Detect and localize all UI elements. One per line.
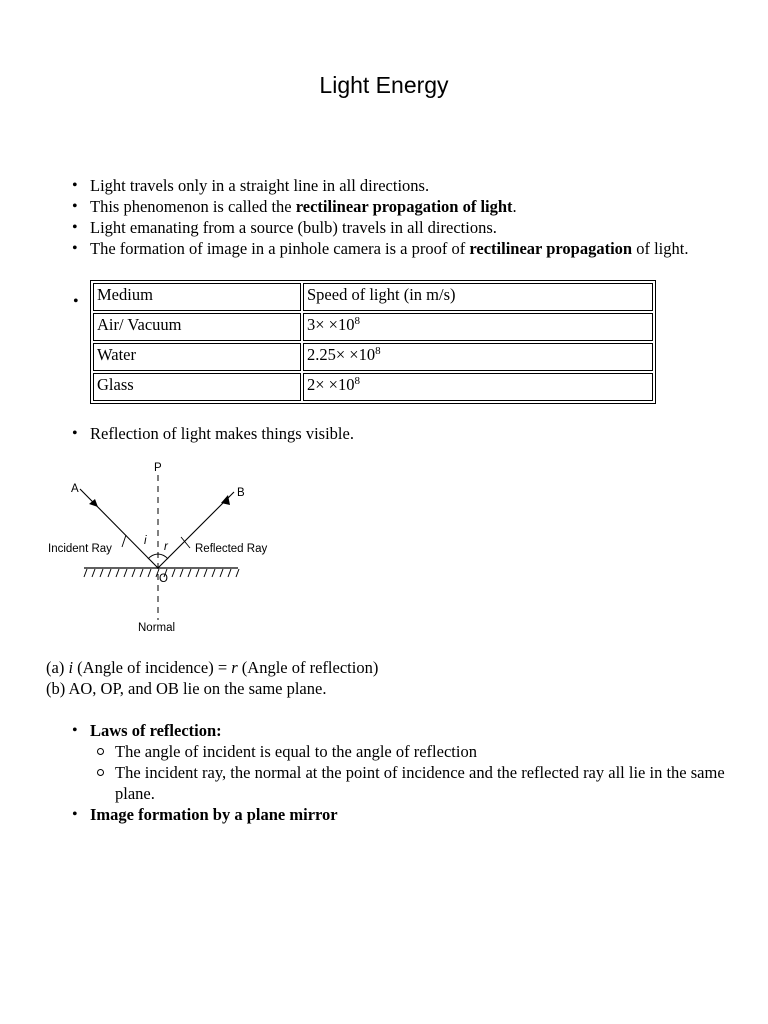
reflected-ray-pointer	[181, 537, 190, 548]
equation-a: (a) i (Angle of incidence) = r (Angle of reflection)	[46, 658, 379, 677]
incident-ray-pointer	[122, 535, 126, 547]
table-cell: $3\times \times 10^8$	[303, 313, 653, 341]
sub-list-item: The incident ray, the normal at the point of incidence and the reflected ray all lie in the same plane.	[70, 762, 725, 804]
table-cell: Water	[93, 343, 301, 371]
sub-list-item: The angle of incident is equal to the angle of reflection	[70, 741, 725, 762]
list-item	[70, 804, 725, 825]
page-title: Light Energy	[319, 72, 449, 98]
reflection-diagram	[40, 455, 290, 640]
table-cell: $2\times \times 10^8$	[303, 373, 653, 401]
reflection-equations	[46, 657, 378, 699]
speed-of-light-table	[90, 280, 656, 404]
reflected-ray-line	[158, 492, 234, 568]
intro-bullet-list	[70, 175, 720, 259]
label-o: O	[159, 573, 168, 585]
list-item: • Light travels only in a straight line in all directions.	[70, 175, 720, 196]
list-item: • Light emanating from a source (bulb) travels in all directions.	[70, 217, 720, 238]
laws-bullet-list	[70, 720, 725, 825]
table-cell: Glass	[93, 373, 301, 401]
label-i: i	[144, 535, 147, 547]
label-incident-ray: Incident Ray	[48, 543, 112, 555]
laws-sub-list	[70, 741, 725, 804]
incident-ray-line	[80, 489, 158, 568]
label-normal: Normal	[138, 622, 176, 634]
table-row	[93, 313, 653, 341]
table-row	[93, 343, 653, 371]
equation-b: (b) AO, OP, and OB lie on the same plane.	[46, 679, 327, 698]
label-b: B	[237, 487, 245, 499]
image-formation-heading: Image formation by a plane mirror	[90, 805, 338, 824]
reflection-bullet-list	[70, 423, 720, 444]
list-item: • This phenomenon is called the rectilinear propagation of light.	[70, 196, 720, 217]
laws-heading: Laws of reflection:	[90, 721, 222, 740]
list-item: • The formation of image in a pinhole camera is a proof of rectilinear propagation of light.	[70, 238, 720, 259]
list-item	[70, 720, 725, 804]
angle-i-arc	[148, 554, 158, 559]
label-p: P	[154, 462, 162, 474]
table-header-cell: Medium	[93, 283, 301, 311]
table-header-cell: Speed of light (in m/s)	[303, 283, 653, 311]
angle-r-arc	[158, 554, 168, 559]
table-cell: $2.25\times \times 10^8$	[303, 343, 653, 371]
list-item: • Reflection of light makes things visible.	[70, 423, 720, 444]
label-r: r	[164, 541, 168, 553]
table-header-row	[93, 283, 653, 311]
table-cell: Air/ Vacuum	[93, 313, 301, 341]
table-row	[93, 373, 653, 401]
table-bullet: •	[73, 293, 79, 310]
label-reflected-ray: Reflected Ray	[195, 543, 268, 555]
label-a: A	[71, 483, 79, 495]
